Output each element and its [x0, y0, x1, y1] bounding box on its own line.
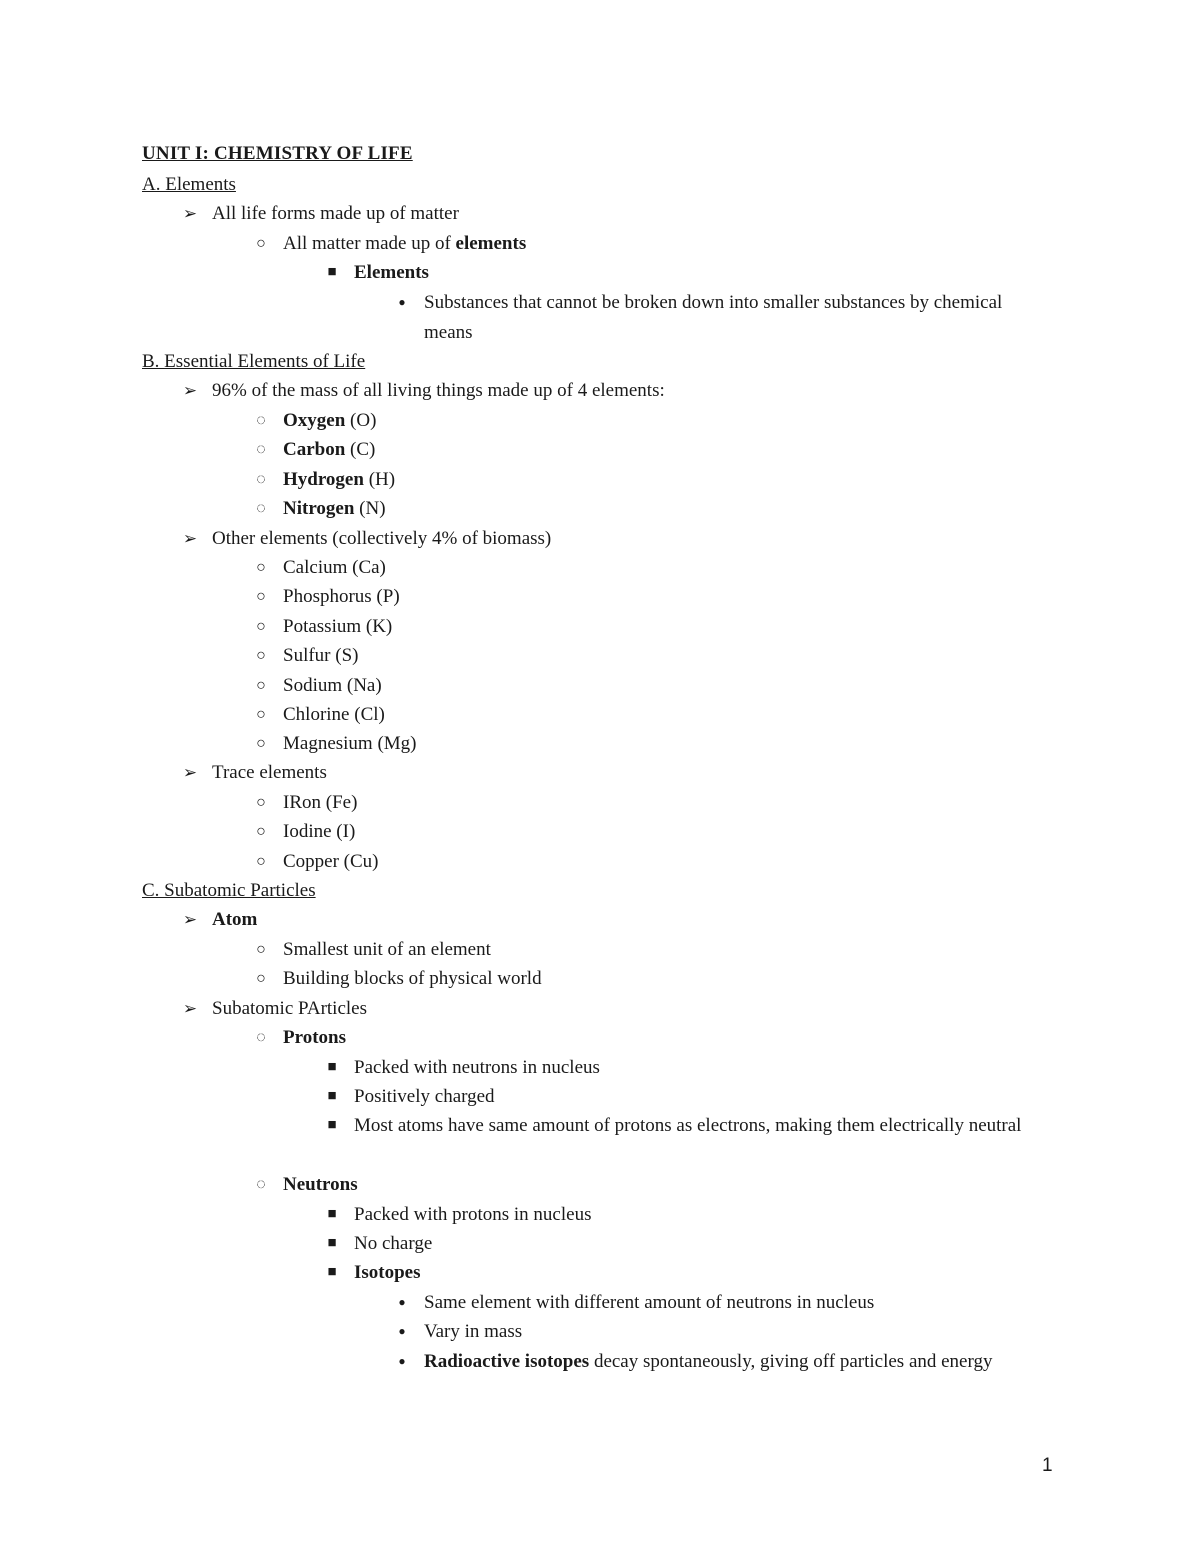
square-bullet-icon: ■ [327, 1264, 337, 1280]
circle-bullet-icon: ○ [256, 941, 266, 958]
dotted-circle-bullet-icon: ◌ [256, 412, 266, 429]
circle-bullet-icon: ○ [256, 618, 266, 635]
dotted-circle-bullet-icon: ◌ [256, 471, 266, 488]
square-bullet-icon: ■ [327, 1117, 337, 1133]
dot-bullet-icon: ● [398, 1354, 406, 1368]
dotted-circle-bullet-icon: ◌ [256, 1029, 266, 1046]
circle-bullet-icon: ○ [256, 647, 266, 664]
list-item: ● Substances that cannot be broken down into smaller substances by chemical means [424, 288, 1024, 347]
square-bullet-icon: ■ [327, 264, 337, 280]
dot-bullet-icon: ● [398, 1324, 406, 1338]
circle-bullet-icon: ○ [256, 853, 266, 870]
dot-bullet-icon: ● [398, 295, 406, 309]
arrow-bullet-icon: ➢ [182, 999, 198, 1018]
arrow-bullet-icon: ➢ [182, 204, 198, 223]
circle-bullet-icon: ○ [256, 235, 266, 252]
circle-bullet-icon: ○ [256, 677, 266, 694]
section-heading-b: B. Essential Elements of Life [142, 351, 366, 372]
dotted-circle-bullet-icon: ◌ [256, 1176, 266, 1193]
square-bullet-icon: ■ [327, 1059, 337, 1075]
document-page: UNIT I: CHEMISTRY OF LIFE A. Elements ➢ All life forms made up of matter ○ All matter made up of elements ■ Elements ● Substances that cannot be broken down into smaller substances by chemical means B. Essential Elements of Life ➢ 96% of the mass of all living things made up of 4 elements: ◌ Oxygen (O) ◌ Carbon (C) ◌ Hydrogen (H) ◌ Nitrogen (N) ➢ Other elements (collectively 4% of biomass) ○ Calcium (Ca) ○ Phosphorus (P) ○ Potassium (K) ○ Sulfur (S) ○ Sodium (Na) ○ Chlorine (Cl) ○ Magnesium (Mg) ➢ Trace elements ○ IRon (Fe) ○ Iodine (I) ○ Copper (Cu) C. Subatomic Particles ➢ Atom ○ Smallest unit of an element ○ Building blocks of physical world ➢ Subatomic PArticles ◌ Protons ■ Packed with neutrons in nucleus ■ Positively charged ■ Most atoms have same amount of protons as electrons, making them electrically neutral ◌ Neutrons ■ Packed with protons in nucleus ■ No charge ■ Isotopes ● Same element with different amount of neutrons in nucleus ● Vary in mass ● Radioactive isotopes decay spontaneously, giving off particles and energy 1 [142, 143, 1053, 1476]
section-heading-a: A. Elements [142, 174, 236, 195]
arrow-bullet-icon: ➢ [182, 763, 198, 782]
circle-bullet-icon: ○ [256, 559, 266, 576]
circle-bullet-icon: ○ [256, 794, 266, 811]
square-bullet-icon: ■ [327, 1088, 337, 1104]
unit-title: UNIT I: CHEMISTRY OF LIFE [142, 143, 413, 164]
dotted-circle-bullet-icon: ◌ [256, 500, 266, 517]
dotted-circle-bullet-icon: ◌ [256, 441, 266, 458]
circle-bullet-icon: ○ [256, 970, 266, 987]
circle-bullet-icon: ○ [256, 735, 266, 752]
section-heading-c: C. Subatomic Particles [142, 880, 316, 901]
square-bullet-icon: ■ [327, 1235, 337, 1251]
arrow-bullet-icon: ➢ [182, 529, 198, 548]
circle-bullet-icon: ○ [256, 823, 266, 840]
list-item: ● Radioactive isotopes decay spontaneously, giving off particles and energy [424, 1347, 1024, 1377]
circle-bullet-icon: ○ [256, 588, 266, 605]
list-item: ■ Most atoms have same amount of protons as electrons, making them electrically neutral [354, 1111, 1054, 1141]
square-bullet-icon: ■ [327, 1206, 337, 1222]
dot-bullet-icon: ● [398, 1295, 406, 1309]
circle-bullet-icon: ○ [256, 706, 266, 723]
page-number: 1 [1042, 1455, 1053, 1476]
arrow-bullet-icon: ➢ [182, 910, 198, 929]
arrow-bullet-icon: ➢ [182, 381, 198, 400]
